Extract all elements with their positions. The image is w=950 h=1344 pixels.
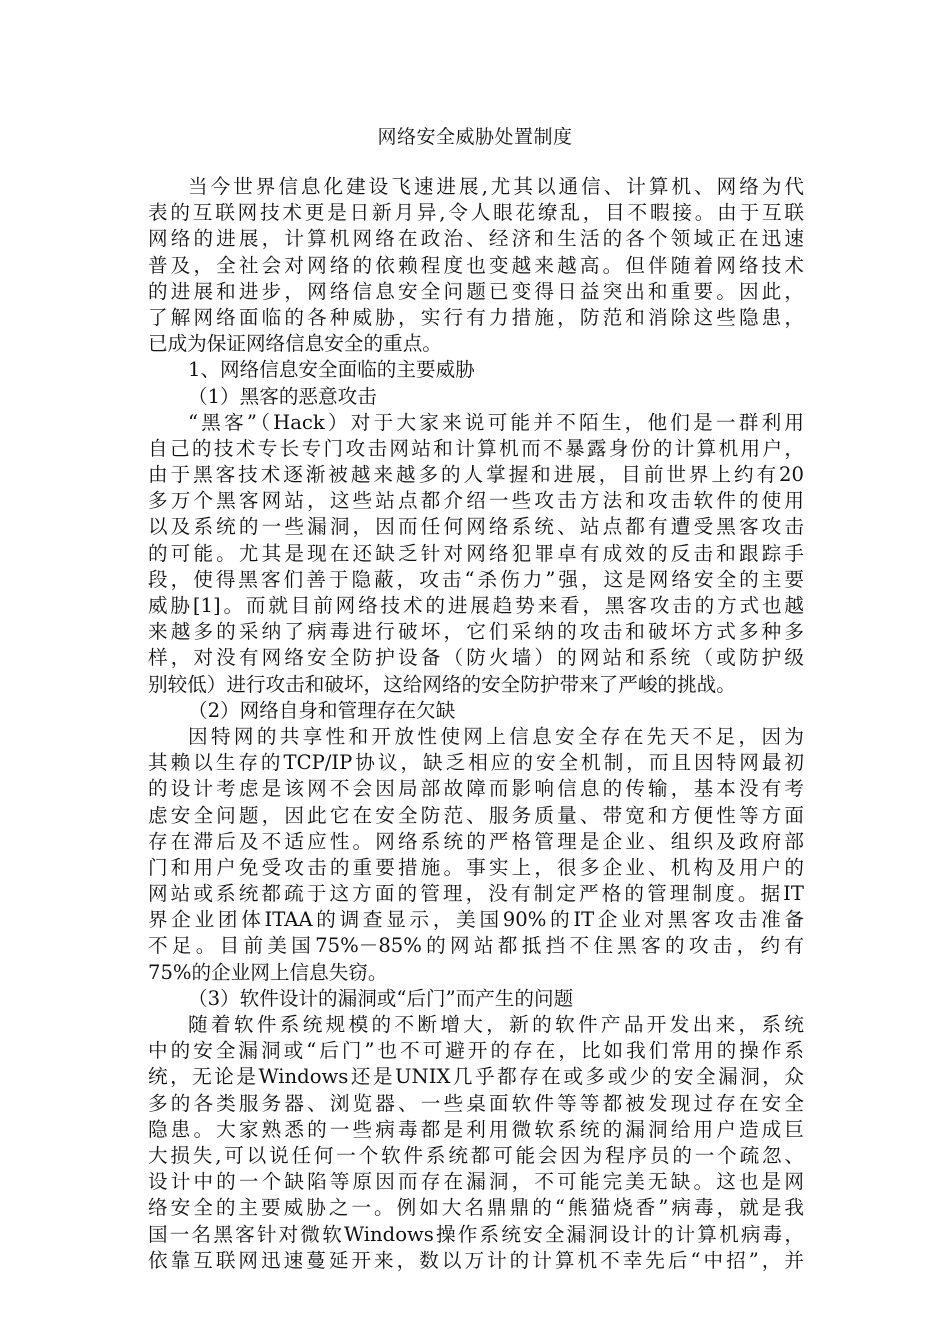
paragraph-line: 存在滞后及不适应性。网络系统的严格管理是企业、组织及政府部	[148, 829, 804, 853]
paragraph-line: 的设计考虑是该网不会因局部故障而影响信息的传输，基本没有考	[148, 777, 804, 801]
paragraph-line: 了解网络面临的各种威胁，实行有力措施，防范和消除这些隐患，	[148, 305, 804, 329]
subsection-heading: （2）网络自身和管理存在欠缺	[188, 698, 456, 722]
paragraph-line: 门和用户免受攻击的重要措施。事实上，很多企业、机构及用户的	[148, 855, 804, 879]
paragraph-line: 由于黑客技术逐渐被越来越多的人掌握和进展，目前世界上约有20	[148, 463, 804, 487]
paragraph-line: 样，对没有网络安全防护设备（防火墙）的网站和系统（或防护级	[148, 646, 804, 670]
paragraph-line: 自己的技术专长专门攻击网站和计算机而不暴露身份的计算机用户，	[148, 436, 804, 460]
paragraph-line: 的可能。尤其是现在还缺乏针对网络犯罪卓有成效的反击和跟踪手	[148, 541, 804, 565]
subsection-heading: （1）黑客的恶意攻击	[188, 384, 377, 408]
paragraph-line: 隐患。大家熟悉的一些病毒都是利用微软系统的漏洞给用户造成巨	[148, 1117, 804, 1141]
paragraph-line: 因特网的共享性和开放性使网上信息安全存在先天不足，因为	[188, 724, 804, 748]
paragraph-line: 虑安全问题，因此它在安全防范、服务质量、带宽和方便性等方面	[148, 803, 804, 827]
paragraph-line: 大损失,可以说任何一个软件系统都可能会因为程序员的一个疏忽、	[148, 1143, 804, 1167]
paragraph-line: 已成为保证网络信息安全的重点。	[148, 332, 442, 356]
paragraph-line: 中的安全漏洞或“后门”也不可避开的存在，比如我们常用的操作系	[148, 1039, 804, 1063]
paragraph-line: 当今世界信息化建设飞速进展,尤其以通信、计算机、网络为代	[188, 175, 804, 198]
paragraph-line: 普及，全社会对网络的依赖程度也变越来越高。但伴随着网络技术	[148, 253, 804, 277]
paragraph-line: 国一名黑客针对微软Windows操作系统安全漏洞设计的计算机病毒，	[148, 1222, 804, 1246]
paragraph-line: 多的各类服务器、浏览器、一些桌面软件等等都被发现过存在安全	[148, 1091, 804, 1115]
paragraph-line: 来越多的采纳了病毒进行破坏，它们采纳的攻击和破坏方式多种多	[148, 620, 804, 644]
subsection-heading: （3）软件设计的漏洞或“后门”而产生的问题	[188, 986, 574, 1010]
paragraph-line: 别较低）进行攻击和破坏，这给网络的安全防护带来了严峻的挑战。	[148, 672, 736, 696]
paragraph-line: 随着软件系统规模的不断增大，新的软件产品开发出来，系统	[188, 1013, 804, 1036]
paragraph-line: 以及系统的一些漏洞，因而任何网络系统、站点都有遭受黑客攻击	[148, 515, 804, 539]
paragraph-line: 界企业团体ITAA的调查显示，美国90%的IT企业对黑客攻击准备	[148, 908, 804, 932]
paragraph-line: 的进展和进步，网络信息安全问题已变得日益突出和重要。因此，	[148, 279, 804, 303]
document-body	[148, 174, 804, 1274]
paragraph-line: 威胁[1]。而就目前网络技术的进展趋势来看，黑客攻击的方式也越	[148, 594, 804, 617]
paragraph-line: 不足。目前美国75%－85%的网站都抵挡不住黑客的攻击，约有	[148, 934, 804, 958]
paragraph-line: “黑客”（Hack）对于大家来说可能并不陌生，他们是一群利用	[188, 410, 804, 434]
paragraph-line: 网络的进展，计算机网络在政治、经济和生活的各个领域正在迅速	[148, 227, 804, 251]
paragraph-line: 设计中的一个缺陷等原因而存在漏洞，不可能完美无缺。这也是网	[148, 1170, 804, 1194]
paragraph-line: 75%的企业网上信息失窃。	[148, 960, 388, 984]
paragraph-line: 络安全的主要威胁之一。例如大名鼎鼎的“熊猫烧香”病毒，就是我	[148, 1196, 804, 1220]
paragraph-line: 统，无论是Windows还是UNIX几乎都存在或多或少的安全漏洞，众	[148, 1065, 804, 1089]
paragraph-line: 表的互联网技术更是日新月异,令人眼花缭乱，目不暇接。由于互联	[148, 201, 804, 225]
document-title: 网络安全威胁处置制度	[377, 126, 573, 148]
section-heading: 1、网络信息安全面临的主要威胁	[188, 358, 475, 382]
paragraph-line: 段，使得黑客们善于隐蔽，攻击“杀伤力”强，这是网络安全的主要	[148, 567, 804, 591]
paragraph-line: 依靠互联网迅速蔓延开来，数以万计的计算机不幸先后“中招”，并	[148, 1248, 804, 1272]
paragraph-line: 其赖以生存的TCP/IP协议，缺乏相应的安全机制，而且因特网最初	[148, 751, 804, 775]
paragraph-line: 网站或系统都疏于这方面的管理，没有制定严格的管理制度。据IT	[148, 882, 804, 906]
paragraph-line: 多万个黑客网站，这些站点都介绍一些攻击方法和攻击软件的使用	[148, 489, 804, 513]
